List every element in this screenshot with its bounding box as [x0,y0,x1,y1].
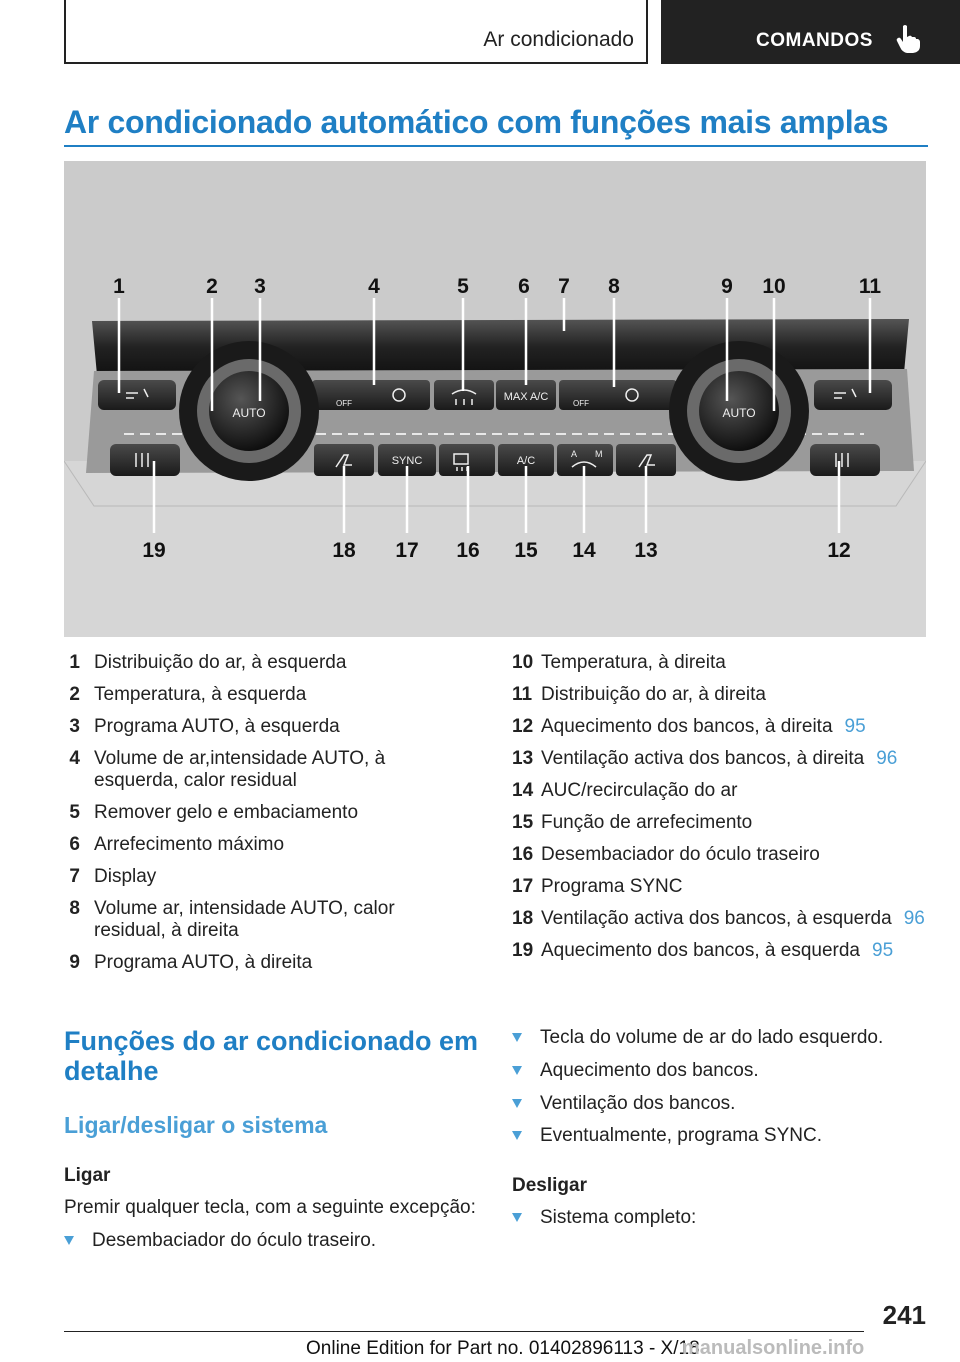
legend-text: Programa AUTO, à esquerda [94,716,340,737]
page-reference-link[interactable]: 95 [872,940,894,961]
legend-left [64,652,484,984]
callout-16: 16 [456,539,480,562]
sync-label: SYNC [391,455,423,467]
callout-11: 11 [858,275,882,298]
legend-text: Remover gelo e embaciamento [94,802,359,823]
header-chapter-box [661,0,960,64]
legend-number: 4 [69,748,80,769]
legend-item [64,802,484,824]
callout-7: 7 [558,275,570,298]
legend-item [64,834,484,856]
legend-item [64,952,484,974]
legend-number: 1 [69,652,80,673]
climate-control-panel-figure [64,161,926,637]
legend-text: Desembaciador do óculo traseiro [541,844,820,865]
callout-3: 3 [254,275,266,298]
bullet-triangle-icon [64,1236,74,1245]
legend-item [64,898,484,942]
off-left-label: OFF [336,399,352,408]
legend-number: 3 [69,716,80,737]
air-distribution-right-button [814,380,892,410]
bullet-triangle-icon [512,1066,522,1075]
legend-text: Programa SYNC [541,876,683,897]
legend-number: 10 [512,652,534,673]
recirc-m-label: M [595,449,603,459]
legend-number: 15 [512,812,534,833]
legend-item [64,748,484,792]
bullet-text: Sistema completo: [540,1207,697,1228]
legend-number: 9 [69,952,80,973]
legend-text: Função de arrefecimento [541,812,753,833]
legend-item [512,748,932,770]
callout-19: 19 [142,539,166,562]
legend-number: 17 [512,876,534,897]
footer-edition: Online Edition for Part no. 01402896113 - X/18 [306,1338,700,1359]
page-reference-link[interactable]: 95 [844,716,866,737]
legend-number: 18 [512,908,534,929]
legend-item [512,684,932,706]
header-section-box [64,0,648,64]
callout-2: 2 [206,275,218,298]
legend-number: 7 [69,866,80,887]
legend-item [512,844,932,866]
legend-number: 5 [69,802,80,823]
legend-item [512,780,932,802]
legend-item [512,908,932,930]
seat-heat-right-button [810,444,880,476]
footer-rule [64,1331,864,1332]
legend-number: 11 [512,684,533,705]
auto-right-label: AUTO [722,406,756,420]
header-section-title: Ar condicionado [483,28,634,51]
legend-text: Temperatura, à direita [541,652,726,673]
legend-item [512,940,932,962]
page-title: Ar condicionado automático com funções mais amplas [64,104,889,140]
callout-17: 17 [395,539,419,562]
legend-item [512,716,932,738]
auto-left-label: AUTO [232,406,266,420]
page-number: 241 [882,1300,926,1330]
bullet-text: Tecla do volume de ar do lado esquerdo. [540,1027,884,1048]
bullet-triangle-icon [512,1033,522,1042]
section-heading: Funções do ar condicionado em detalhe [64,1026,479,1086]
seat-heat-left-button [110,444,180,476]
legend-text: Arrefecimento máximo [94,834,285,855]
ac-label: A/C [516,455,536,467]
legend-text: AUC/recirculação do ar [541,780,738,801]
legend-text: Ventilação activa dos bancos, à direita [541,748,865,769]
bullet-item [64,1230,376,1252]
bullet-triangle-icon [512,1213,522,1222]
bullet-item [512,1093,735,1115]
off-right-label: OFF [573,399,589,408]
callout-18: 18 [332,539,356,562]
legend-text: Distribuição do ar, à direita [541,684,766,705]
callout-4: 4 [368,275,380,298]
page-reference-link[interactable]: 96 [903,908,925,929]
legend-text: Display [94,866,157,887]
bullet-item [512,1060,759,1082]
legend-text: Distribuição do ar, à esquerda [94,652,347,673]
on-label: Ligar [64,1165,111,1186]
callout-6: 6 [518,275,530,298]
callout-8: 8 [608,275,620,298]
legend-right [512,652,932,972]
legend-text: Volume de ar,intensidade AUTO, à esquerda, calor residual [94,748,386,791]
legend-item [512,812,932,834]
bullet-text: Aquecimento dos bancos. [540,1060,759,1081]
bullet-triangle-icon [512,1099,522,1108]
callout-12: 12 [827,539,851,562]
legend-text: Aquecimento dos bancos, à direita [541,716,833,737]
panel-illustration [64,161,926,637]
callout-9: 9 [721,275,733,298]
air-volume-left-button [312,380,430,410]
legend-number: 8 [69,898,80,919]
legend-text: Temperatura, à esquerda [94,684,307,705]
bullet-item [512,1207,696,1229]
legend-number: 13 [512,748,534,769]
air-distribution-left-button [98,380,176,410]
bullet-text: Desembaciador do óculo traseiro. [92,1230,377,1251]
max-ac-label: MAX A/C [503,391,549,403]
legend-number: 6 [69,834,80,855]
header-chapter-title: COMANDOS [756,30,873,51]
bullet-triangle-icon [512,1131,522,1140]
legend-item [512,652,932,674]
recirc-a-label: A [571,449,578,459]
page-reference-link[interactable]: 96 [876,748,898,769]
legend-text: Programa AUTO, à direita [94,952,313,973]
bullet-text: Ventilação dos bancos. [540,1093,736,1114]
callout-1: 1 [113,275,125,298]
legend-text: Ventilação activa dos bancos, à esquerda [541,908,892,929]
bullet-item [512,1027,883,1049]
pointing-hand-icon [895,24,921,54]
callout-13: 13 [634,539,658,562]
on-text: Premir qualquer tecla, com a seguinte excepção: [64,1197,476,1218]
footer-watermark: manualsonline.info [682,1337,865,1359]
legend-item [64,684,484,706]
legend-number: 12 [512,716,534,737]
legend-number: 14 [512,780,534,801]
callout-15: 15 [514,539,538,562]
legend-item [64,716,484,738]
legend-item [64,652,484,674]
legend-number: 16 [512,844,534,865]
off-label: Desligar [512,1175,587,1196]
bullet-text: Eventualmente, programa SYNC. [540,1125,822,1146]
legend-item [64,866,484,888]
legend-number: 2 [69,684,80,705]
title-rule [64,145,928,147]
legend-text: Aquecimento dos bancos, à esquerda [541,940,860,961]
legend-text: Volume ar, intensidade AUTO, calor residual, à direita [94,898,395,941]
callout-5: 5 [457,275,469,298]
callout-10: 10 [762,275,786,298]
callout-14: 14 [572,539,596,562]
subsection-heading: Ligar/desligar o sistema [64,1112,328,1138]
legend-number: 19 [512,940,534,961]
legend-item [512,876,932,898]
bullet-item [512,1125,822,1147]
